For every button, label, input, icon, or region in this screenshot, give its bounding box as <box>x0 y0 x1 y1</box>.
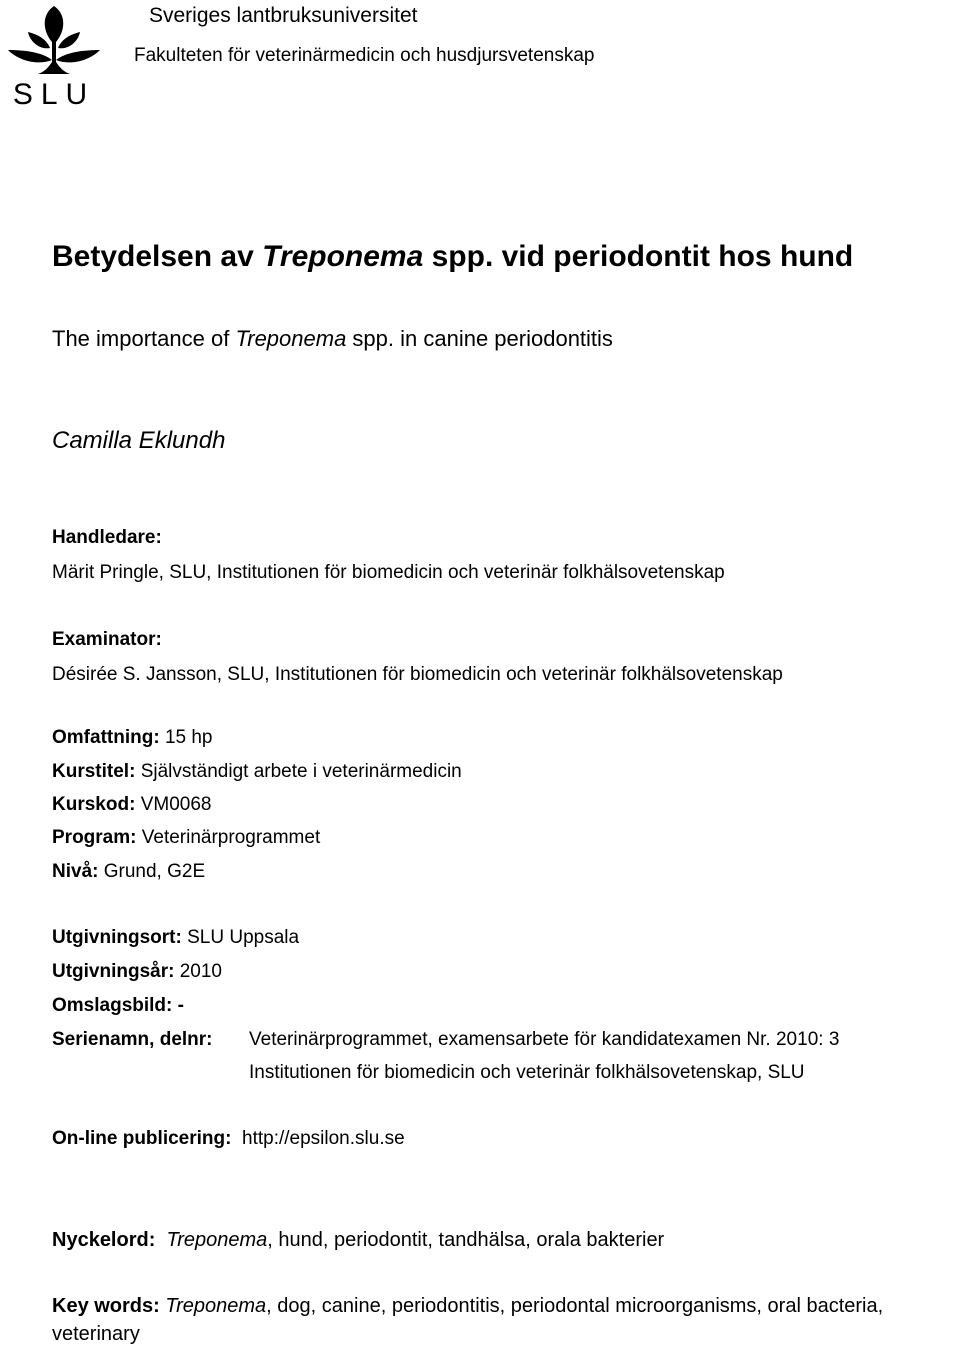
online-publication-row: On-line publicering: http://epsilon.slu.se <box>52 1128 405 1149</box>
faculty-name: Fakulteten för veterinärmedicin och husdjursvetenskap <box>134 45 595 66</box>
series-line-1: Veterinärprogrammet, examensarbete för kandidatexamen Nr. 2010: 3 <box>249 1029 840 1050</box>
scope-row: Omfattning: 15 hp <box>52 727 213 748</box>
series-label: Serienamn, delnr: <box>52 1029 213 1050</box>
slu-logo <box>6 4 102 106</box>
examiner-value: Désirée S. Jansson, SLU, Institutionen för biomedicin och veterinär folkhälsovetenskap <box>52 664 783 685</box>
title-genus: Treponema <box>262 240 424 273</box>
online-link[interactable]: http://epsilon.slu.se <box>242 1128 405 1149</box>
slu-logo-text: SLU <box>12 78 96 106</box>
english-title: The importance of Treponema spp. in canine periodontitis <box>52 326 613 351</box>
program-row: Program: Veterinärprogrammet <box>52 827 321 848</box>
examiner-label: Examinator: <box>52 629 162 650</box>
supervisor-value: Märit Pringle, SLU, Institutionen för biomedicin och veterinär folkhälsovetenskap <box>52 562 725 583</box>
series-line-2: Institutionen för biomedicin och veterinär folkhälsovetenskap, SLU <box>249 1062 805 1083</box>
subtitle-genus: Treponema <box>235 326 347 351</box>
swedish-keywords: Nyckelord: Treponema, hund, periodontit, tandhälsa, orala bakterier <box>52 1229 665 1251</box>
thesis-title: Betydelsen av Treponema spp. vid periodontit hos hund <box>52 240 854 273</box>
university-name: Sveriges lantbruksuniversitet <box>149 4 418 27</box>
publication-place-row: Utgivningsort: SLU Uppsala <box>52 927 300 948</box>
course-title-row: Kurstitel: Självständigt arbete i veterinärmedicin <box>52 761 462 782</box>
cover-image-row: Omslagsbild: - <box>52 995 184 1016</box>
course-code-row: Kurskod: VM0068 <box>52 794 212 815</box>
publication-year-row: Utgivningsår: 2010 <box>52 961 223 982</box>
author-name: Camilla Eklundh <box>52 427 226 454</box>
supervisor-label: Handledare: <box>52 527 162 548</box>
level-row: Nivå: Grund, G2E <box>52 861 206 882</box>
english-keywords: Key words: Treponema, dog, canine, periodontitis, periodontal microorganisms, oral bacteria, veterinary <box>52 1295 884 1345</box>
